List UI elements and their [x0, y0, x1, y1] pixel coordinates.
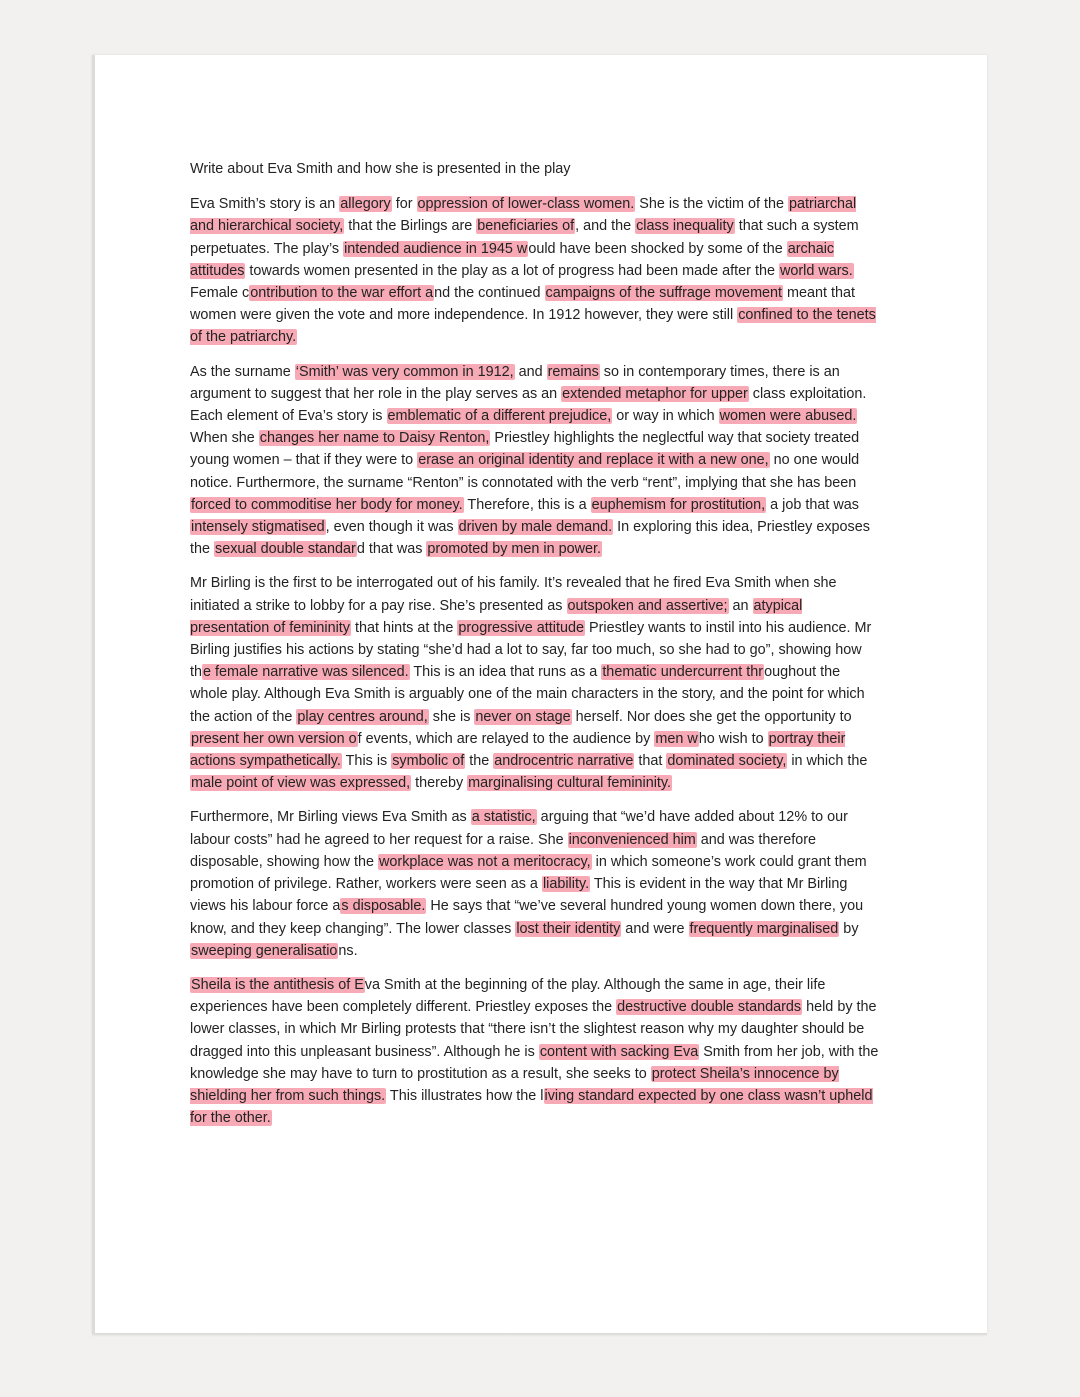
highlighted-phrase: androcentric narrative [494, 753, 634, 770]
paper-bottom-shadow [92, 1333, 987, 1337]
essay-paragraph [190, 806, 880, 961]
text-segment: She is the victim of the [635, 196, 789, 213]
highlighted-phrase: Sheila is the antithesis of E [191, 976, 364, 993]
highlighted-phrase: outspoken and assertive; [567, 597, 728, 614]
text-segment: oughout the whole play. Although Eva Smith is arguably one of the main characters in the story, and the point for which the action of the [190, 664, 865, 725]
highlighted-phrase: ontribution to the war effort a [250, 285, 434, 302]
highlighted-phrase: promoted by men in power. [427, 541, 602, 558]
highlighted-phrase: e female narrative was silenced. [203, 664, 409, 681]
text-segment: d that was [356, 541, 427, 558]
highlighted-phrase: frequently marginalised [689, 920, 839, 937]
highlighted-phrase: remains [547, 363, 599, 380]
text-segment: This is evident in the way that Mr Birling views his labour force a [190, 876, 848, 915]
highlighted-phrase: sweeping generalisatio [191, 942, 338, 959]
essay-body [190, 158, 880, 1141]
highlighted-phrase: campaigns of the suffrage movement [545, 285, 783, 302]
text-segment: that hints at the [350, 619, 458, 636]
highlighted-phrase: thematic undercurrent thr [602, 664, 764, 681]
text-segment: As the surname [190, 363, 295, 380]
highlighted-phrase: portray their actions sympathetically. [190, 730, 846, 770]
text-segment: in which someone’s work could grant them promotion of privilege. Rather, workers were seen as a [190, 853, 867, 893]
text-segment: and was therefore disposable, showing how the [190, 831, 816, 870]
text-segment: Furthermore, Mr Birling views Eva Smith as [190, 809, 471, 826]
highlighted-phrase: men w [655, 730, 698, 747]
highlighted-phrase: changes her name to Daisy Renton, [259, 430, 490, 447]
text-segment: the [465, 753, 494, 770]
highlighted-phrase: dominated society, [667, 753, 787, 770]
text-segment: Eva Smith’s story is an [190, 196, 340, 213]
text-segment: ho wish to [698, 730, 768, 747]
essay-paragraph [190, 572, 880, 794]
highlighted-phrase: extended metaphor for upper [562, 385, 748, 402]
highlighted-phrase: women were abused. [719, 408, 857, 425]
essay-paragraphs [190, 193, 880, 1129]
highlighted-phrase: sexual double standar [215, 541, 356, 558]
highlighted-phrase: male point of view was expressed, [191, 775, 411, 792]
text-segment: by [839, 920, 859, 937]
text-segment: This illustrates how the l [386, 1087, 544, 1104]
text-segment: meant that women were given the vote and more independence. In 1912 however, they were still [190, 285, 856, 324]
text-segment: a job that was [766, 496, 859, 513]
highlighted-phrase: emblematic of a different prejudice, [387, 408, 612, 425]
highlighted-phrase: allegory [340, 196, 391, 213]
highlighted-phrase: liability. [542, 876, 590, 893]
highlighted-phrase: a statistic, [471, 809, 536, 826]
text-segment: or way in which [612, 408, 719, 425]
text-segment: Therefore, this is a [463, 496, 591, 513]
highlighted-phrase: content with sacking Eva [539, 1043, 699, 1060]
highlighted-phrase: present her own version o [191, 730, 357, 747]
highlighted-phrase: world wars. [779, 262, 853, 279]
text-segment: nd the continued [434, 285, 545, 302]
text-segment: held by the lower classes, in which Mr Birling protests that “there isn’t the slightest reason why my daughter should be dragged into this unpleasant business”. Although he is [190, 999, 877, 1060]
text-segment: Priestley highlights the neglectful way that society treated young women – that if they were to [190, 430, 860, 469]
highlighted-phrase: symbolic of [392, 753, 465, 770]
text-segment: that [634, 753, 667, 770]
highlighted-phrase: lost their identity [516, 920, 621, 937]
highlighted-phrase: oppression of lower-class women. [417, 196, 635, 213]
highlighted-phrase: patriarchal and hierarchical society, [190, 196, 857, 235]
text-segment: herself. Nor does she get the opportunity to [571, 708, 852, 725]
highlighted-phrase: marginalising cultural femininity. [468, 775, 672, 792]
highlighted-phrase: workplace was not a meritocracy, [379, 853, 591, 870]
text-segment: that the Birlings are [344, 218, 477, 235]
highlighted-phrase: archaic attitudes [190, 240, 835, 279]
text-segment: so in contemporary times, there is an argument to suggest that her role in the play serves as an [190, 363, 840, 402]
highlighted-phrase: play centres around, [297, 708, 428, 725]
essay-question: Write about Eva Smith and how she is presented in the play [190, 161, 571, 177]
text-segment: an [728, 597, 753, 614]
text-segment: ns. [338, 942, 358, 959]
paper-left-edge [92, 55, 95, 1333]
highlighted-phrase: protect Sheila’s innocence by shielding her from such things. [190, 1065, 839, 1104]
text-segment: , even though it was [325, 519, 458, 536]
highlighted-phrase: intended audience in 1945 w [344, 240, 528, 257]
text-segment: In exploring this idea, Priestley exposes the [190, 519, 870, 558]
text-segment: thereby [411, 775, 468, 792]
essay-paragraph [190, 361, 880, 561]
highlighted-phrase: erase an original identity and replace it with a new one, [418, 452, 769, 469]
text-segment: This is [341, 753, 392, 770]
highlighted-phrase: atypical presentation of femininity [190, 597, 803, 636]
highlighted-phrase: intensely stigmatised [191, 519, 325, 536]
highlighted-phrase: confined to the tenets of the patriarchy. [190, 307, 876, 346]
highlighted-phrase: s disposable. [341, 898, 426, 915]
highlighted-phrase: driven by male demand. [458, 519, 613, 536]
text-segment: He says that “we’ve several hundred young women down there, you know, and they keep changing”. The lower classes [190, 898, 864, 937]
text-segment: towards women presented in the play as a lot of progress had been made after the [245, 262, 779, 279]
highlighted-phrase: inconvenienced him [568, 831, 696, 848]
highlighted-phrase: forced to commoditise her body for money. [191, 496, 463, 513]
text-segment: and [514, 363, 547, 380]
highlighted-phrase: never on stage [475, 708, 571, 725]
text-segment: class exploitation. Each element of Eva’s story is [190, 385, 867, 425]
highlighted-phrase: ‘Smith’ was very common in 1912, [295, 363, 514, 380]
highlighted-phrase: destructive double standards [617, 999, 802, 1016]
text-segment: This is an idea that runs as a [409, 664, 602, 681]
highlighted-phrase: class inequality [636, 218, 734, 235]
text-segment: Female c [190, 285, 250, 302]
highlighted-phrase: beneficiaries of [477, 218, 575, 235]
text-segment: Priestley wants to instil into his audience. Mr Birling justifies his actions by stating “she’d had a lot to say, far too much, so she had to go”, showing how th [190, 619, 872, 681]
essay-paragraph [190, 974, 880, 1129]
essay-paragraph [190, 193, 880, 348]
text-segment: that such a system perpetuates. The play’s [190, 218, 859, 257]
text-segment: arguing that “we’d have added about 12% to our labour costs” had he agreed to her request for a raise. She [190, 809, 848, 848]
text-segment: When she [190, 430, 259, 447]
text-segment: Smith from her job, with the knowledge she may have to turn to prostitution as a result, she seeks to [190, 1043, 879, 1082]
text-segment: she is [428, 708, 475, 725]
text-segment: va Smith at the beginning of the play. Although the same in age, their life experiences have been completely different. Priestley exposes the [190, 976, 826, 1016]
text-segment: Mr Birling is the first to be interrogated out of his family. It’s revealed that he fired Eva Smith when she initiated a strike to lobby for a pay rise. She’s presented as [190, 575, 837, 614]
text-segment: f events, which are relayed to the audience by [357, 730, 655, 747]
highlighted-phrase: iving standard expected by one class wasn’t upheld for the other. [190, 1087, 873, 1127]
highlighted-phrase: progressive attitude [458, 619, 584, 636]
highlighted-phrase: euphemism for prostitution, [591, 496, 766, 513]
text-segment: no one would notice. Furthermore, the surname “Renton” is connotated with the verb “rent”, implying that she has been [190, 452, 860, 491]
text-segment: in which the [787, 753, 868, 770]
text-segment: and were [621, 920, 689, 937]
text-segment: , and the [575, 218, 636, 235]
text-segment: ould have been shocked by some of the [528, 240, 787, 257]
text-segment: for [391, 196, 417, 213]
